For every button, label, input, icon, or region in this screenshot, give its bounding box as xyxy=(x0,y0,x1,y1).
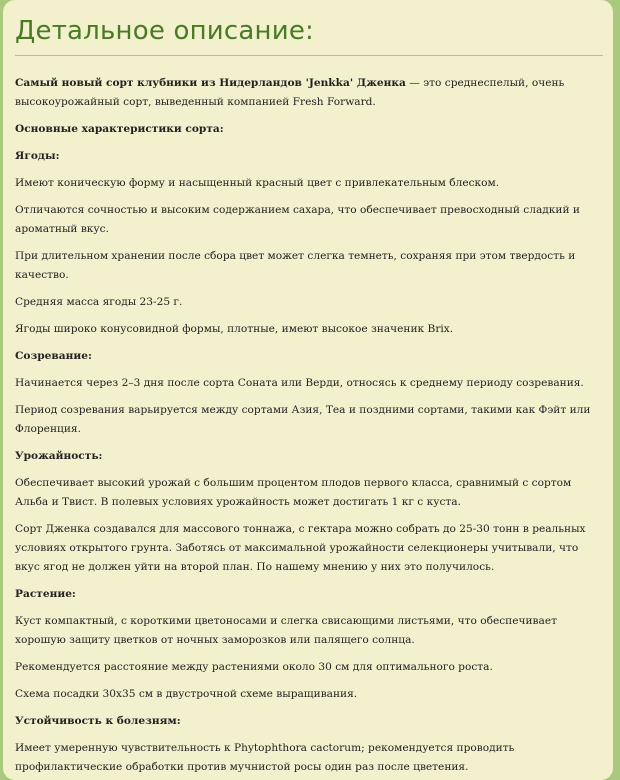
paragraph: Схема посадки 30х35 см в двустрочной схеме выращивания. xyxy=(15,688,358,700)
paragraph: Ягоды широко конусовидной формы, плотные, имеют высокое значеник Brix. xyxy=(15,323,454,335)
paragraph: Обеспечивает высокий урожай с большим процентом плодов первого класса, сравнимый с сортом Альба и Твист. В полевых условиях урожайность может достигать 1 кг с куста. xyxy=(15,477,572,508)
section-heading-plant: Растение: xyxy=(15,588,76,600)
paragraph: Отличаются сочностью и высоким содержанием сахара, что обеспечивает превосходный сладкий и ароматный вкус. xyxy=(15,204,580,235)
page-title: Детальное описание: xyxy=(15,16,314,46)
paragraph: Средняя масса ягоды 23-25 г. xyxy=(15,296,183,308)
title-divider xyxy=(15,55,603,56)
paragraph: Начинается через 2–3 дня после сорта Соната или Верди, относясь к среднему периоду созревания. xyxy=(15,377,584,389)
intro-text: — это среднеспелый, очень высокоурожайный сорт, выведенный компанией Fresh Forward. xyxy=(15,77,565,108)
section-heading-disease-resistance: Устойчивость к болезням: xyxy=(15,715,181,727)
description-panel xyxy=(3,0,613,780)
description-content xyxy=(15,74,603,777)
paragraph: Куст компактный, с короткими цветоносами и слегка свисающими листьями, что обеспечивает хорошую защиту цветков от ночных заморозков или палящего солнца. xyxy=(15,615,557,646)
paragraph: Период созревания варьируется между сортами Азия, Теа и поздними сортами, такими как Фэйт или Флоренция. xyxy=(15,404,591,435)
paragraph: Имеют коническую форму и насыщенный красный цвет с привлекательным блеском. xyxy=(15,177,500,189)
section-heading-berries: Ягоды: xyxy=(15,150,60,162)
section-heading-ripening: Созревание: xyxy=(15,350,92,362)
paragraph: Сорт Дженка создавался для массового тоннажа, с гектара можно собрать до 25-30 тонн в реальных условиях открытого грунта. Заботясь от максимальной урожайности селекционеры учитывали, что вкус ягод не должен уйти на второй план. По нашему мнению у них это получилось. xyxy=(15,523,586,573)
main-heading: Основные характеристики сорта: xyxy=(15,123,224,135)
section-heading-yield: Урожайность: xyxy=(15,450,103,462)
paragraph: Имеет умеренную чувствительность к Phytophthora cactorum; рекомендуется проводить профилактические обработки против мучнистой росы один раз после цветения. xyxy=(15,742,515,773)
paragraph: Рекомендуется расстояние между растениями около 30 см для оптимального роста. xyxy=(15,661,493,673)
intro-paragraph xyxy=(15,74,603,112)
intro-bold: Самый новый сорт клубники из Нидерландов 'Jenkka' Дженка xyxy=(15,77,406,89)
paragraph: При длительном хранении после сбора цвет может слегка темнеть, сохраняя при этом твердость и качество. xyxy=(15,250,576,281)
